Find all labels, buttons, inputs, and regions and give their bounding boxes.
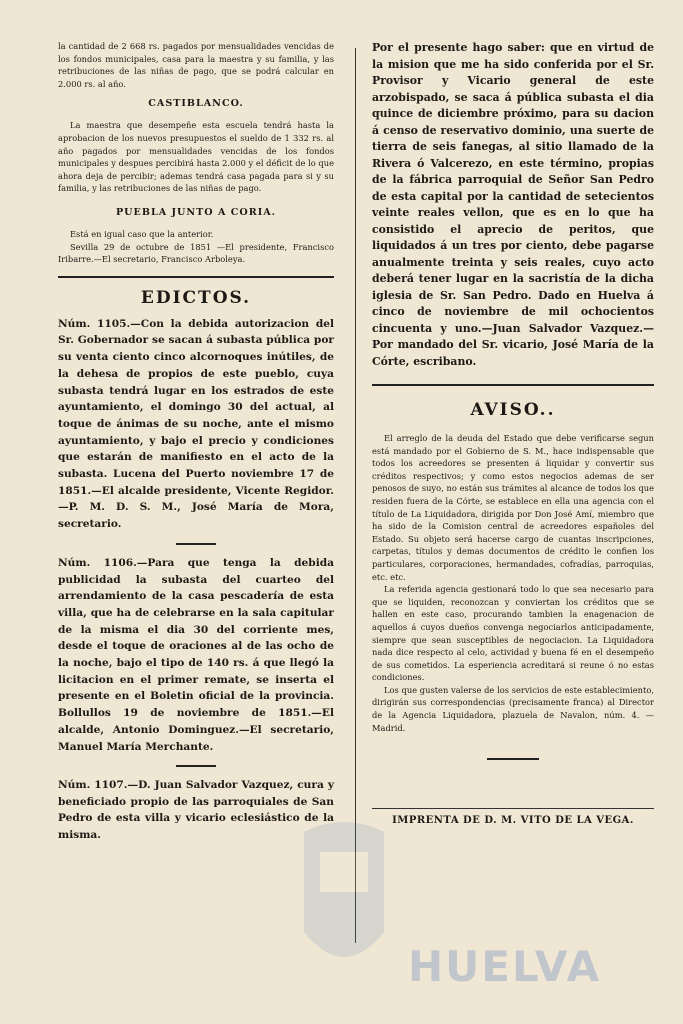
separator-rule bbox=[176, 765, 216, 767]
left-column bbox=[58, 40, 334, 844]
paragraph-aviso-contacto: Los que gusten valerse de los servicios de este establecimiento, dirigirán sus correspondencias (precisamente franca) al Director de la Agencia Liquidadora, plazuela de Navalon, núm. 4. —Madrid. bbox=[372, 684, 654, 733]
paragraph-castiblanco: La maestra que desempeñe esta escuela tendrá hasta la aprobacion de los nuevos presupuestos el sueldo de 1 332 rs. al año pagados por mensualidades vencidas de los fondos municipales y despues percibirá hasta 2.000 y el déficit de lo que ahora deja de percibir; ademas tendrá casa pagada para si y su familia, y las retribuciones de las niñas de pago. bbox=[58, 120, 334, 194]
edicto-1106: Núm. 1106.—Para que tenga la debida publicidad la subasta del cuarteo del arrendamiento de la casa pescadería de esta villa, que ha de celebrarse en la sala capitular de la misma el dia 30 del corriente mes, desde el toque de oraciones al de las ocho de la noche, bajo el tipo de 140 rs. á que llegó la licitacion en el primer remate, se inserta el presente en el Boletin oficial de la provincia. Bollullos 19 de noviembre de 1851.—El alcalde, Antonio Dominguez.—El secretario, Manuel María Merchante. bbox=[58, 556, 334, 753]
printer-imprint: IMPRENTA DE D. M. VITO DE LA VEGA. bbox=[392, 815, 634, 827]
right-column bbox=[372, 40, 654, 826]
edicto-1107-continuacion: Por el presente hago saber: que en virtud de la mision que me ha sido conferida por el Sr. Provisor y Vicario general de este arzobispado, se saca á pública subasta el dia quince de diciembre próximo, para su dacion á censo de reservativo dominio, una suerte de tierra de seis fanegas, al sitio llamado de la Rivera ó Valcerezo, en este término, propias de la fábrica parroquial de Señor San Pedro de esta capital por la cantidad de setecientos veinte reales vellon, que es en lo que ha consistido el aprecio de peritos, que liquidados á un tres por ciento, debe pagarse anualmente treinta y seis reales, cuyo acto deberá tener lugar en la sacristía de la dicha iglesia de Sr. San Pedro. Dado en Huelva á cinco de noviembre de mil ochocientos cincuenta y uno.—Juan Salvador Vazquez.—Por mandado del Sr. vicario, José María de la Córte, escribano. bbox=[372, 41, 654, 368]
heading-puebla-junto-a-coria: PUEBLA JUNTO A CORIA. bbox=[115, 206, 277, 218]
crest-tower-icon bbox=[320, 852, 368, 892]
paragraph-sevilla-firma: Sevilla 29 de octubre de 1851 —El presidente, Francisco Iribarre.—El secretario, Francisco Arboleya. bbox=[58, 241, 334, 265]
heading-edictos: EDICTOS. bbox=[140, 287, 252, 308]
paragraph-igual-caso: Está en igual caso que la anterior. bbox=[70, 228, 214, 239]
column-divider bbox=[355, 48, 356, 943]
section-rule bbox=[58, 276, 334, 278]
paragraph-aviso-arreglo: El arreglo de la deuda del Estado que debe verificarse segun está mandado por el Gobierno de S. M., hace indispensable que todos los acreedores se presenten á liquidar y convertir sus créditos respectivos; y como estos negocios ademas de ser penosos de suyo, no están sus trámites al alcance de todos los que residen fuera de la Córte, se establece en ella una agencia con el título de La Liquidadora, dirigida por Don José Amí, miembro que ha sido de la Comision central de acreedores españoles del Estado. Su objeto será hacerse cargo de cuantas inscripciones, carpetas, títulos y demas documentos de crédito le confien los particulares, corporaciones, hermandades, cofradías, parroquias, etc. etc. bbox=[372, 433, 654, 582]
paragraph-maestra-cantidad: la cantidad de 2 668 rs. pagados por mensualidades vencidas de los fondos municipales, casa para la maestra y su familia, y las retribuciones de las niñas de pago, que se podrá calcular en 2.000 rs. al año. bbox=[58, 41, 334, 89]
huelva-crest-watermark bbox=[284, 812, 664, 1024]
watermark-text: HUELVA bbox=[408, 942, 602, 991]
edicto-1105: Núm. 1105.—Con la debida autorizacion del Sr. Gobernador se sacan á subasta pública por su venta ciento cinco alcornoques inútiles, de la dehesa de propios de este pueblo, cuya subasta tendrá lugar en los estrados de este ayuntamiento, el domingo 30 del actual, al toque de ánimas de su noche, ante el mismo ayuntamiento, y bajo el precio y condiciones que estarán de manifiesto en el acto de la subasta. Lucena del Puerto noviembre 17 de 1851.—El alcalde presidente, Vicente Regidor.—P. M. D. S. M., José María de Mora, secretario. bbox=[58, 317, 334, 531]
separator-rule bbox=[176, 543, 216, 545]
section-rule bbox=[372, 384, 654, 386]
heading-aviso: AVISO.. bbox=[470, 400, 556, 420]
heading-castiblanco: CASTIBLANCO. bbox=[148, 98, 244, 110]
edicto-1107: Núm. 1107.—D. Juan Salvador Vazquez, cura y beneficiado propio de las parroquiales de San Pedro de esta villa y vicario eclesiástico de la misma. bbox=[58, 778, 334, 841]
footer-rule bbox=[372, 808, 654, 809]
separator-rule bbox=[487, 758, 539, 760]
paragraph-aviso-agencia: La referida agencia gestionará todo lo que sea necesario para que se liquiden, reconozcan y conviertan los créditos que se hallen en este caso, procurando tambien la enagenacion de aquellos á cuyos dueños convenga negociarlos anticipadamente, siempre que sean susceptibles de negociacion. La Liquidadora nada dice respecto al celo, actividad y buena fé en el desempeño de sus cometidos. La esperiencia acreditará si reune ó no estas condiciones. bbox=[372, 584, 654, 683]
